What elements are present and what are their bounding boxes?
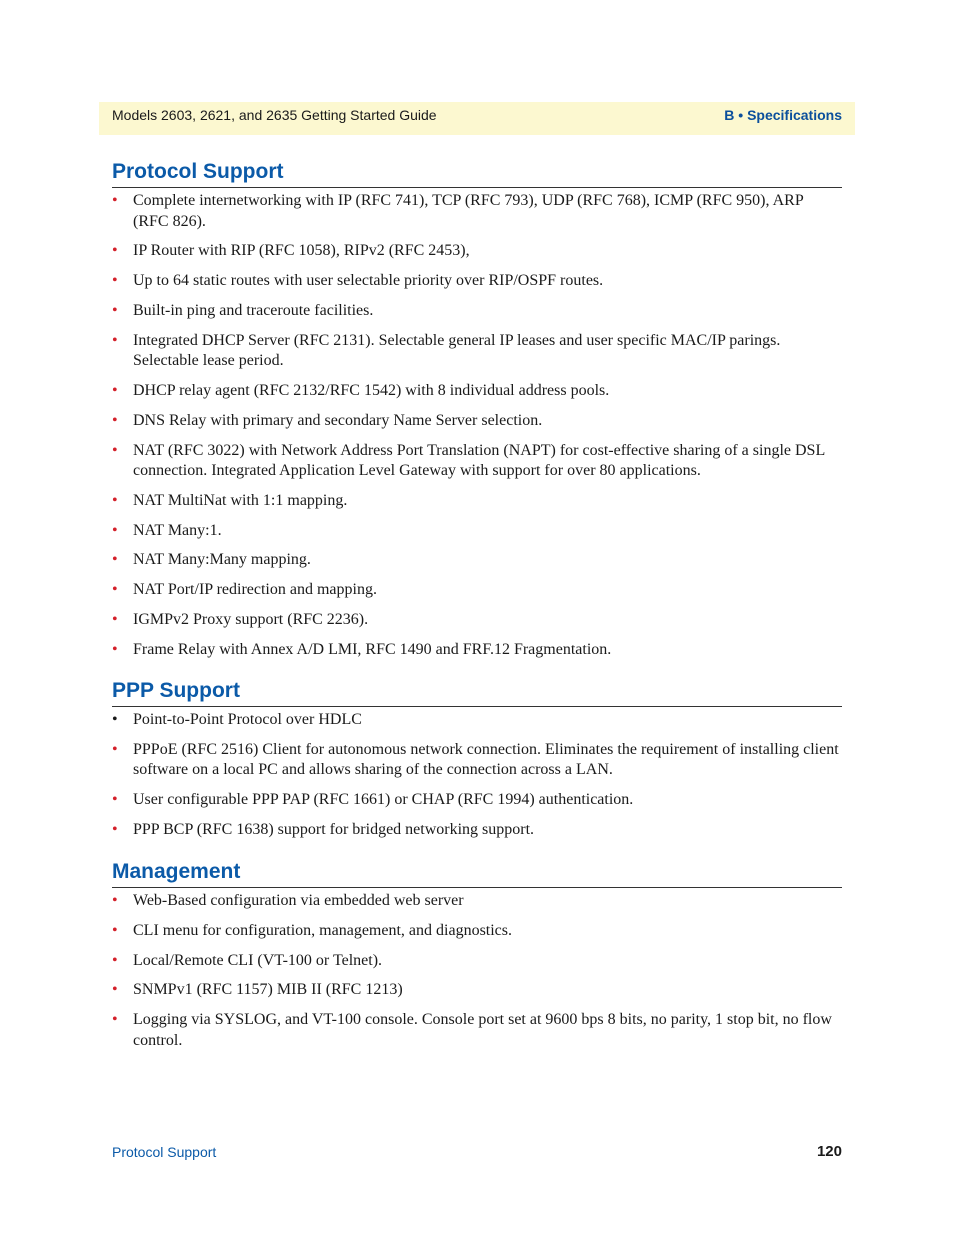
item-text: Logging via SYSLOG, and VT-100 console. Console port set at 9600 bps 8 bits, no parity, 1 stop bit, no flow control. [133,1011,832,1049]
section-protocol-support [112,160,842,660]
section-title: Management [112,860,842,888]
list-item [112,241,842,262]
list-item [112,271,842,292]
bullet-list [112,191,842,660]
bullet-icon: • [112,381,118,399]
bullet-icon: • [112,611,118,629]
bullet-icon: • [112,711,118,728]
list-item [112,521,842,542]
page-number: 120 [816,1143,842,1160]
item-text: Web-Based configuration via embedded web server [133,892,464,909]
bullet-icon: • [112,521,118,539]
item-text: NAT Port/IP redirection and mapping. [133,581,377,599]
chapter-label: B • Specifications [724,107,842,123]
item-text: CLI menu for configuration, management, and diagnostics. [133,921,513,939]
bullet-icon: • [112,951,118,969]
bullet-icon: • [112,192,118,209]
bullet-icon: • [112,331,118,349]
item-text: PPP BCP (RFC 1638) support for bridged networking support. [133,820,535,838]
item-text: Frame Relay with Annex A/D LMI, RFC 1490 and FRF.12 Fragmentation. [133,640,612,658]
list-item [112,301,842,322]
bullet-icon: • [112,791,118,809]
bullet-icon: • [112,301,118,319]
guide-title: Models 2603, 2621, and 2635 Getting Started Guide [112,107,437,123]
bullet-icon: • [112,411,118,429]
bullet-icon: • [112,981,118,999]
section-title: Protocol Support [112,160,842,188]
bullet-icon: • [112,740,118,758]
item-text: IGMPv2 Proxy support (RFC 2236). [133,611,369,629]
list-item [112,331,842,372]
list-item [112,381,842,402]
item-text: DNS Relay with primary and secondary Name Server selection. [133,411,543,429]
bullet-icon: • [112,551,118,569]
item-text: NAT Many:1. [133,521,222,539]
section-management [112,860,842,1051]
list-item [112,411,842,432]
item-text: NAT (RFC 3022) with Network Address Port Translation (NAPT) for cost-effective sharing of a single DSL connection. Integrated Application Level Gateway with support for over 80 applications. [133,441,825,480]
list-item [112,610,842,631]
bullet-icon: • [112,272,118,290]
list-item [112,740,842,781]
item-text: SNMPv1 (RFC 1157) MIB II (RFC 1213) [133,981,403,999]
item-text: User configurable PPP PAP (RFC 1661) or CHAP (RFC 1994) authentication. [133,791,634,809]
section-ppp-support [112,679,842,840]
item-text: Up to 64 static routes with user selectable priority over RIP/OSPF routes. [133,272,604,290]
bullet-list [112,891,842,1051]
item-text: DHCP relay agent (RFC 2132/RFC 1542) with 8 individual address pools. [133,381,610,399]
bullet-icon: • [112,242,118,260]
footer-section-name: Protocol Support [112,1144,217,1160]
bullet-icon: • [112,820,118,838]
bullet-icon: • [112,640,118,658]
bullet-list [112,710,842,840]
list-item [112,550,842,571]
item-text: Point-to-Point Protocol over HDLC [133,711,362,728]
bullet-icon: • [112,581,118,599]
bullet-icon: • [112,892,118,909]
list-item [112,891,842,912]
item-text: NAT MultiNat with 1:1 mapping. [133,491,348,509]
item-text: Integrated DHCP Server (RFC 2131). Selectable general IP leases and user specific MAC/IP parings. Selectable lease period. [133,331,781,370]
item-text: IP Router with RIP (RFC 1058), RIPv2 (RFC 2453), [133,242,470,260]
list-item [112,921,842,942]
list-item [112,790,842,811]
bullet-icon: • [112,441,118,459]
list-item [112,191,842,232]
item-text: PPPoE (RFC 2516) Client for autonomous network connection. Eliminates the requirement of installing client software on a local PC and allows sharing of the connection across a LAN. [133,740,839,779]
list-item [112,580,842,601]
list-item [112,710,842,731]
bullet-icon: • [112,1011,118,1029]
list-item [112,441,842,482]
item-text: Complete internetworking with IP (RFC 741), TCP (RFC 793), UDP (RFC 768), ICMP (RFC 950), ARP (RFC 826). [133,192,804,230]
item-text: NAT Many:Many mapping. [133,551,311,569]
item-text: Built-in ping and traceroute facilities. [133,301,374,319]
list-item [112,491,842,512]
list-item [112,980,842,1001]
list-item [112,820,842,841]
running-header [99,102,855,135]
bullet-icon: • [112,921,118,939]
section-title: PPP Support [112,679,842,707]
list-item [112,1010,842,1051]
list-item [112,951,842,972]
bullet-icon: • [112,491,118,509]
item-text: Local/Remote CLI (VT-100 or Telnet). [133,951,383,969]
list-item [112,640,842,661]
